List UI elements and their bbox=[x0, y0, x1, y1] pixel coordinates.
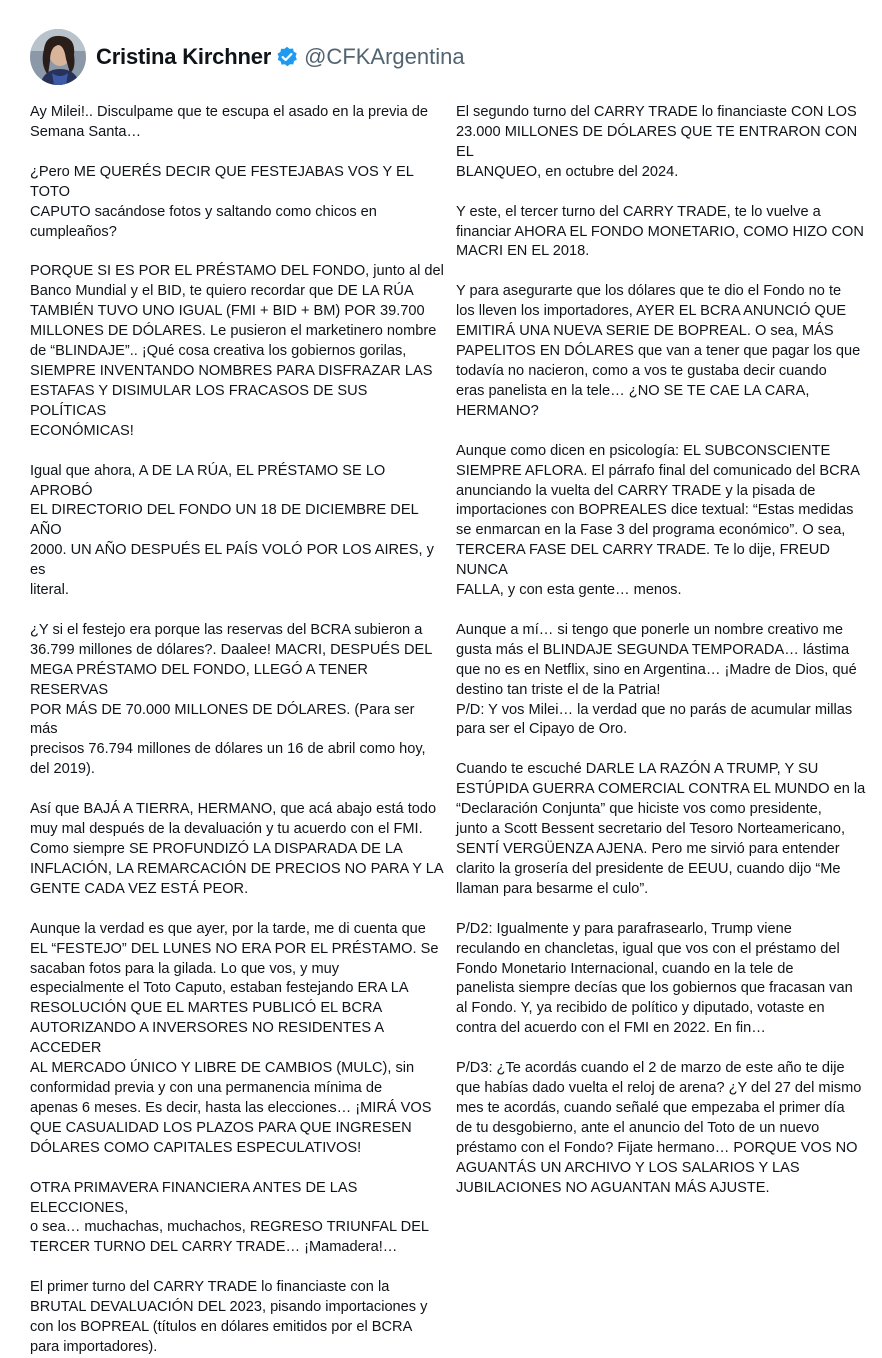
paragraph: Y este, el tercer turno del CARRY TRADE, te lo vuelve a financiar AHORA EL FONDO MONETARIO, COMO HIZO CON MACRI EN EL 2018. bbox=[456, 203, 864, 260]
paragraph: Ay Milei!.. Disculpame que te escupa el asado en la previa de Semana Santa… bbox=[30, 104, 429, 140]
paragraph: Y para asegurarte que los dólares que te dio el Fondo no te los lleven los importadores, AYER EL BCRA ANUNCIÓ QUE EMITIRÁ UNA NUEVA SERIE DE BOPREAL. O sea, MÁS PAPELITOS EN DÓLARES que van a tener que pagar los que todavía no nacieron, como a vos te gustaba decir cuando eras panelista en la tele… ¿NO SE TE CAE LA CARA, HERMANO? bbox=[456, 283, 861, 419]
paragraph: Cuando te escuché DARLE LA RAZÓN A TRUMP, Y SU ESTÚPIDA GUERRA COMERCIAL CONTRA EL MUNDO en la “Declaración Conjunta” que hiciste vos como presidente, junto a Scott Bessent secretario del Tesoro Norteamericano, SENTÍ VERGÜENZA AJENA. Pero me sirvió para entender clarito la grosería del presidente de EEUU, cuando dijo “Me llaman para besarme el culo”. bbox=[456, 761, 866, 897]
paragraph: Aunque la verdad es que ayer, por la tarde, me di cuenta que EL “FESTEJO” DEL LUNES NO ERA POR EL PRÉSTAMO. Se sacaban fotos para la gilada. Lo que vos, y muy especialmente el Toto Caputo, estaban festejando ERA LA RESOLUCIÓN QUE EL MARTES PUBLICÓ EL BCRA AUTORIZANDO A INVERSORES NO RESIDENTES A ACCEDER AL MERCADO ÚNICO Y LIBRE DE CAMBIOS (MULC), sin conformidad previa y con una permanencia mínima de apenas 6 meses. Es decir, hasta las elecciones… ¡MIRÁ VOS QUE CASUALIDAD LOS PLAZOS PARA QUE INGRESEN DÓLARES COMO CAPITALES ESPECULATIVOS! bbox=[30, 920, 439, 1156]
verified-badge-icon bbox=[276, 46, 298, 68]
author-handle[interactable]: @CFKArgentina bbox=[304, 44, 465, 69]
author-name[interactable]: Cristina Kirchner bbox=[96, 44, 272, 69]
paragraph: Así que BAJÁ A TIERRA, HERMANO, que acá abajo está todo muy mal después de la devaluación y tu acuerdo con el FMI. Como siempre SE PROFUNDIZÓ LA DISPARADA DE LA INFLACIÓN, LA REMARCACIÓN DE PRECIOS NO PARA Y LA GENTE CADA VEZ ESTÁ PEOR. bbox=[30, 801, 444, 897]
paragraph: Igual que ahora, A DE LA RÚA, EL PRÉSTAMO SE LO APROBÓ EL DIRECTORIO DEL FONDO UN 18 DE DICIEMBRE DEL AÑO 2000. UN AÑO DESPUÉS EL PAÍS VOLÓ POR LOS AIRES, y es literal. bbox=[30, 462, 434, 599]
tweet-text-left-column bbox=[30, 103, 444, 1358]
paragraph: OTRA PRIMAVERA FINANCIERA ANTES DE LAS ELECCIONES, o sea… muchachas, muchachos, REGRESO TRIUNFAL DEL TERCER TURNO DEL CARRY TRADE… ¡Mamadera!… bbox=[30, 1179, 430, 1256]
tweet-text-right-column bbox=[456, 103, 866, 1199]
paragraph: P/D2: Igualmente y para parafrasearlo, Trump viene reculando en chancletas, igual que vos con el préstamo del Fondo Monetario Internacional, cuando en la tele de panelista siempre decías que los gobiernos que fracasan van al Fondo. Y, ya recibido de político y diputado, votaste en contra del acuerdo con el FMI en 2022. En fin… bbox=[456, 920, 853, 1037]
avatar[interactable] bbox=[30, 29, 86, 85]
paragraph: ¿Pero ME QUERÉS DECIR QUE FESTEJABAS VOS Y EL TOTO CAPUTO sacándose fotos y saltando como chicos en cumpleaños? bbox=[30, 163, 414, 240]
tweet-header bbox=[30, 29, 465, 85]
profile-photo-avatar bbox=[30, 29, 86, 85]
paragraph: PORQUE SI ES POR EL PRÉSTAMO DEL FONDO, junto al del Banco Mundial y el BID, te quiero recordar que DE LA RÚA TAMBIÉN TUVO UNO IGUAL (FMI + BID + BM) POR 39.700 MILLONES DE DÓLARES. Le pusieron el marketinero nombre de “BLINDAJE”.. ¡Qué cosa creativa los gobiernos gorilas, SIEMPRE INVENTANDO NOMBRES PARA DISFRAZAR LAS ESTAFAS Y DISIMULAR LOS FRACASOS DE SUS POLÍTICAS ECONÓMICAS! bbox=[30, 263, 444, 439]
paragraph: P/D3: ¿Te acordás cuando el 2 de marzo de este año te dije que habías dado vuelta el reloj de arena? ¿Y del 27 del mismo mes te acordás, cuando señalé que empezaba el primer día de tu desgobierno, ante el anuncio del Toto de un nuevo préstamo con el Fondo? Fijate hermano… PORQUE VOS NO AGUANTÁS UN ARCHIVO Y LOS SALARIOS Y LAS JUBILACIONES NO AGUANTAN MÁS AJUSTE. bbox=[456, 1060, 862, 1196]
paragraph: El segundo turno del CARRY TRADE lo financiaste CON LOS 23.000 MILLONES DE DÓLARES QUE TE ENTRARON CON EL BLANQUEO, en octubre del 2024. bbox=[456, 104, 858, 180]
paragraph: ¿Y si el festejo era porque las reservas del BCRA subieron a 36.799 millones de dólares?. Daalee! MACRI, DESPUÉS DEL MEGA PRÉSTAMO DEL FONDO, LLEGÓ A TENER RESERVAS POR MÁS DE 70.000 MILLONES DE DÓLARES. (Para ser más precisos 76.794 millones de dólares un 16 de abril como hoy, del 2019). bbox=[30, 621, 433, 778]
paragraph: Aunque a mí… si tengo que ponerle un nombre creativo me gusta más el BLINDAJE SEGUNDA TEMPORADA… lástima que no es en Netflix, sino en Argentina… ¡Madre de Dios, qué destino tan triste el de la Patria! P/D: Y vos Milei… la verdad que no parás de acumular millas para ser el Cipayo de Oro. bbox=[456, 621, 857, 738]
paragraph: Aunque como dicen en psicología: EL SUBCONSCIENTE SIEMPRE AFLORA. El párrafo final del comunicado del BCRA anunciando la vuelta del CARRY TRADE y la pisada de importaciones con BOPREALES dice textual: “Estas medidas se enmarcan en la Fase 3 del programa económico”. O sea, TERCERA FASE DEL CARRY TRADE. Te lo dije, FREUD NUNCA FALLA, y con esta gente… menos. bbox=[456, 442, 860, 599]
paragraph: El primer turno del CARRY TRADE lo financiaste con la BRUTAL DEVALUACIÓN DEL 2023, pisando importaciones y con los BOPREAL (títulos en dólares emitidos por el BCRA para importadores). bbox=[30, 1279, 428, 1355]
